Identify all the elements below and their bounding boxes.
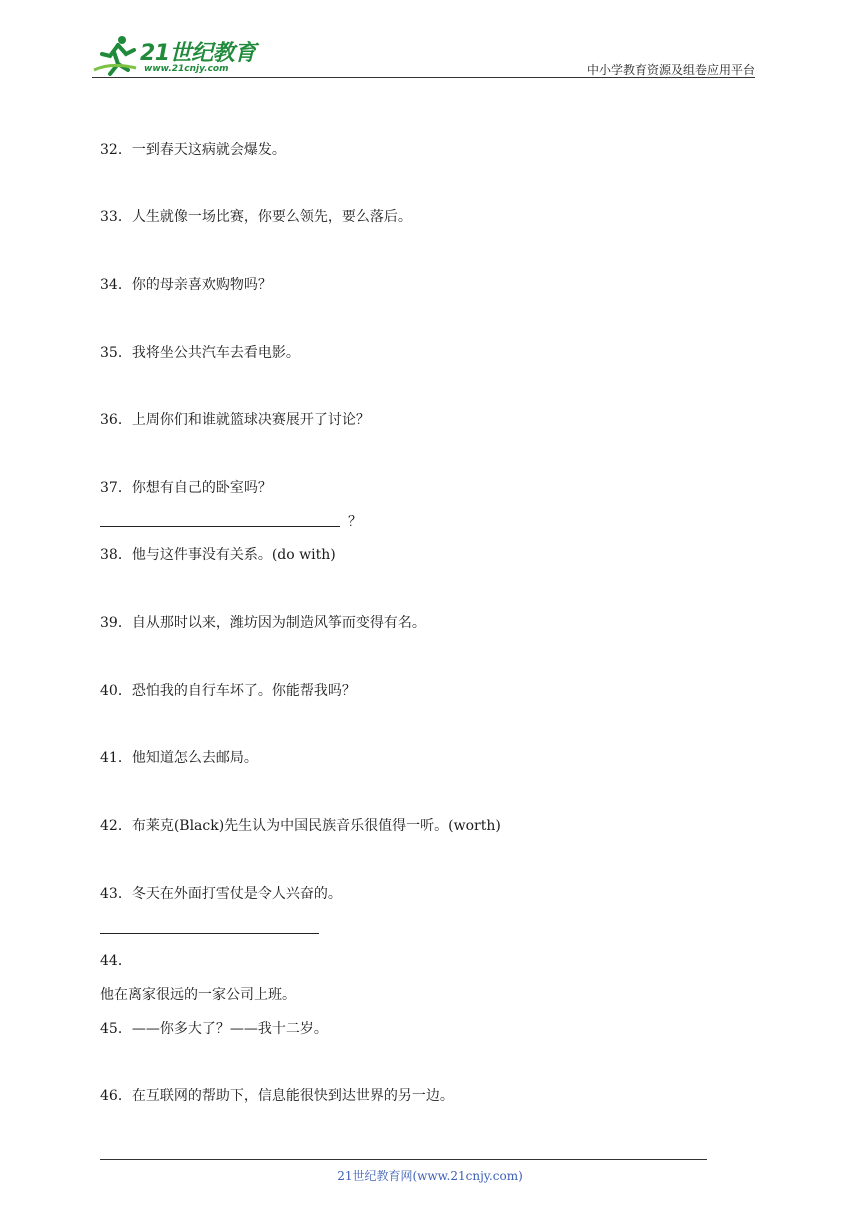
logo-url: www.21cnjy.com — [144, 64, 229, 74]
answer-blank-43[interactable] — [100, 933, 319, 934]
question-37: 37．你想有自己的卧室吗？ — [100, 480, 272, 496]
question-36: 36．上周你们和谁就篮球决赛展开了讨论？ — [100, 412, 370, 428]
question-44: 他在离家很远的一家公司上班。 — [100, 987, 296, 1003]
platform-title: 中小学教育资源及组卷应用平台 — [586, 63, 755, 77]
site-logo[interactable] — [92, 34, 262, 78]
footer-divider — [100, 1159, 707, 1160]
answer-suffix-37: ？ — [348, 514, 362, 530]
question-33: 33．人生就像一场比赛，你要么领先，要么落后。 — [100, 209, 412, 225]
question-46: 46．在互联网的帮助下，信息能很快到达世界的另一边。 — [100, 1088, 454, 1104]
question-39: 39．自从那时以来，潍坊因为制造风筝而变得有名。 — [100, 615, 426, 631]
answer-blank-37[interactable] — [100, 526, 340, 527]
question-42: 42．布莱克(Black)先生认为中国民族音乐很值得一听。(worth) — [100, 818, 501, 834]
question-32: 32．一到春天这病就会爆发。 — [100, 142, 286, 158]
question-41: 41．他知道怎么去邮局。 — [100, 750, 258, 766]
logo-text: 21世纪教育 — [140, 41, 256, 66]
question-40: 40．恐怕我的自行车坏了。你能帮我吗？ — [100, 683, 356, 699]
footer-link[interactable]: 21世纪教育网(www.21cnjy.com) — [337, 1169, 523, 1183]
question-35: 35．我将坐公共汽车去看电影。 — [100, 345, 300, 361]
page-header — [0, 0, 860, 80]
question-44-number: 44． — [100, 953, 132, 969]
question-43: 43．冬天在外面打雪仗是令人兴奋的。 — [100, 886, 342, 902]
header-divider — [92, 77, 755, 78]
runner-icon — [92, 34, 140, 78]
question-38: 38．他与这件事没有关系。(do with) — [100, 547, 336, 563]
question-45: 45．——你多大了？——我十二岁。 — [100, 1021, 328, 1037]
question-34: 34．你的母亲喜欢购物吗？ — [100, 277, 272, 293]
